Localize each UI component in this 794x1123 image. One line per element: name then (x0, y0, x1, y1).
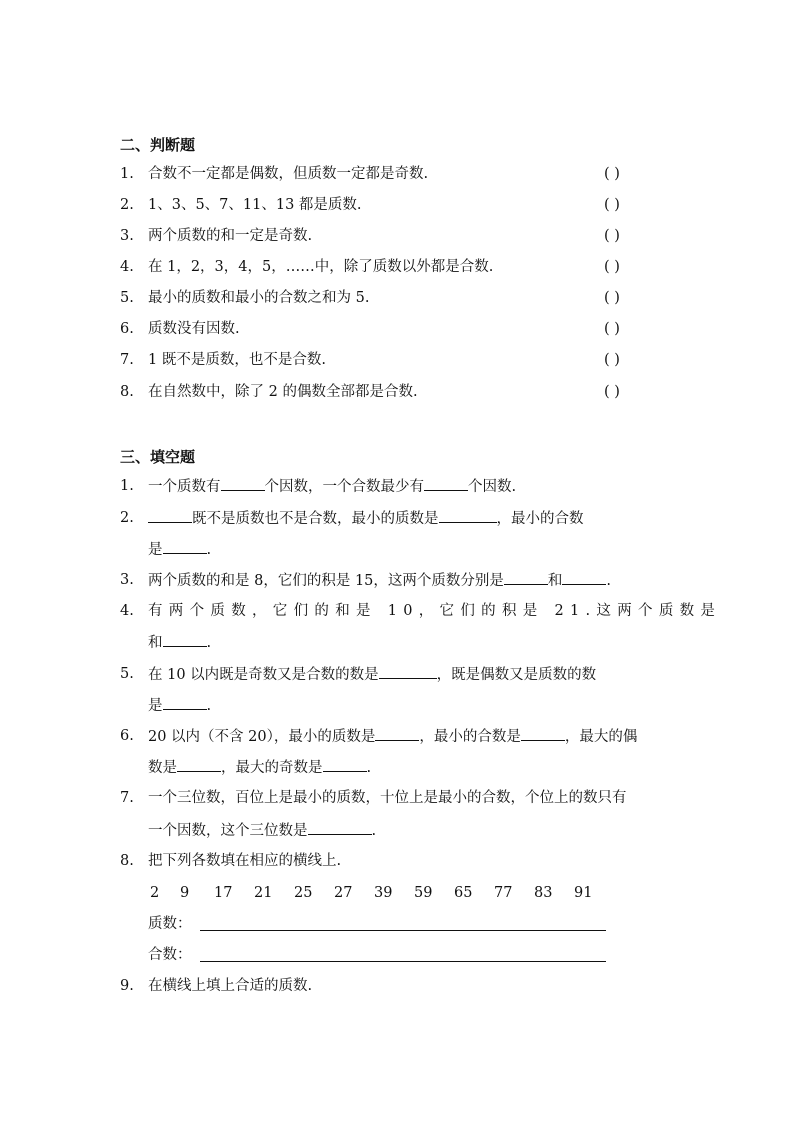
item-text: 一个质数有 个因数，一个合数最少有 个因数. (148, 476, 516, 497)
item-text: 两个质数的和一定是奇数. (148, 228, 313, 244)
answer-blank[interactable] (221, 476, 265, 491)
item-text: 既不是质数也不是合数，最小的质数是 ，最小的合数 (148, 508, 584, 529)
answer-blank[interactable] (379, 664, 437, 679)
tf-item-2 (120, 195, 650, 215)
item-text: 把下列各数填在相应的横线上. (148, 853, 342, 869)
tf-item-6 (120, 319, 650, 339)
section-title-judgment: 二、判断题 (120, 136, 196, 154)
item-text: 在 10 以内既是奇数又是合数的数是 ，既是偶数又是质数的数 (148, 664, 596, 685)
item-number: 2. (120, 510, 134, 526)
item-text: 两个质数的和是 8，它们的积是 15，这两个质数分别是 和 . (148, 570, 611, 591)
answer-bracket[interactable]: ( ) (604, 259, 620, 275)
item-text: 数是 ，最大的奇数是 . (148, 757, 371, 778)
item-number: 1. (120, 478, 134, 494)
item-number: 4. (120, 603, 134, 619)
tf-item-5 (120, 288, 650, 308)
item-number: 6. (120, 728, 134, 744)
number-item: 17 (214, 885, 233, 901)
item-text: 是 . (148, 695, 211, 716)
item-number: 5. (120, 290, 134, 306)
item-number: 3. (120, 572, 134, 588)
item-number: 7. (120, 352, 134, 368)
item-number: 7. (120, 790, 134, 806)
item-number: 4. (120, 259, 134, 275)
item-number: 5. (120, 666, 134, 682)
item-text: 在 1，2，3，4，5，……中，除了质数以外都是合数. (148, 259, 494, 275)
answer-blank[interactable] (163, 539, 207, 554)
item-text: 质数没有因数. (148, 321, 240, 337)
answer-bracket[interactable]: ( ) (604, 321, 620, 337)
answer-blank[interactable] (562, 570, 606, 585)
tf-item-4 (120, 257, 650, 277)
composite-label: 合数： (148, 947, 192, 963)
answer-blank[interactable] (424, 476, 468, 491)
tf-item-8 (120, 382, 650, 402)
item-text: 在横线上填上合适的质数. (148, 978, 313, 994)
item-number: 2. (120, 197, 134, 213)
prime-label: 质数： (148, 916, 192, 932)
tf-item-7 (120, 350, 650, 370)
answer-bracket[interactable]: ( ) (604, 197, 620, 213)
prime-answer-line[interactable] (200, 930, 606, 931)
answer-blank[interactable] (163, 695, 207, 710)
section-title-fill-blank: 三、填空题 (120, 448, 196, 466)
answer-blank[interactable] (177, 757, 221, 772)
answer-blank[interactable] (148, 508, 192, 523)
item-number: 3. (120, 228, 134, 244)
number-item: 39 (374, 885, 393, 901)
number-item: 9 (180, 885, 190, 901)
number-item: 2 (150, 885, 160, 901)
answer-bracket[interactable]: ( ) (604, 290, 620, 306)
item-text: 合数不一定都是偶数，但质数一定都是奇数. (148, 166, 429, 182)
item-number: 1. (120, 166, 134, 182)
answer-blank[interactable] (323, 757, 367, 772)
item-text: 1 既不是质数，也不是合数. (148, 352, 326, 368)
item-text: 在自然数中，除了 2 的偶数全部都是合数. (148, 384, 418, 400)
item-text: 一个因数，这个三位数是 . (148, 820, 376, 841)
number-item: 21 (254, 885, 273, 901)
answer-bracket[interactable]: ( ) (604, 352, 620, 368)
answer-bracket[interactable]: ( ) (604, 384, 620, 400)
item-text: 一个三位数，百位上是最小的质数，十位上是最小的合数，个位上的数只有 (148, 790, 627, 806)
item-number: 9. (120, 978, 134, 994)
answer-blank[interactable] (439, 508, 497, 523)
item-number: 6. (120, 321, 134, 337)
answer-blank[interactable] (504, 570, 548, 585)
number-item: 83 (534, 885, 553, 901)
item-text: 1、3、5、7、11、13 都是质数. (148, 197, 362, 213)
composite-answer-line[interactable] (200, 961, 606, 962)
number-item: 59 (414, 885, 433, 901)
answer-blank[interactable] (163, 632, 207, 647)
answer-blank[interactable] (375, 726, 419, 741)
answer-blank[interactable] (521, 726, 565, 741)
tf-item-1 (120, 164, 650, 184)
tf-item-3 (120, 226, 650, 246)
number-item: 65 (454, 885, 473, 901)
number-item: 27 (334, 885, 353, 901)
item-text: 20 以内（不含 20），最小的质数是 ，最小的合数是 ，最大的偶 (148, 726, 637, 747)
item-text: 有两个质数，它们的和是 10，它们的积是 21.这两个质数是 (148, 603, 722, 619)
number-item: 91 (574, 885, 593, 901)
item-text: 和 . (148, 632, 211, 653)
answer-bracket[interactable]: ( ) (604, 166, 620, 182)
item-number: 8. (120, 384, 134, 400)
number-item: 77 (494, 885, 513, 901)
answer-bracket[interactable]: ( ) (604, 228, 620, 244)
answer-blank[interactable] (308, 820, 372, 835)
item-text: 最小的质数和最小的合数之和为 5. (148, 290, 370, 306)
number-item: 25 (294, 885, 313, 901)
item-text: 是 . (148, 539, 211, 560)
item-number: 8. (120, 853, 134, 869)
